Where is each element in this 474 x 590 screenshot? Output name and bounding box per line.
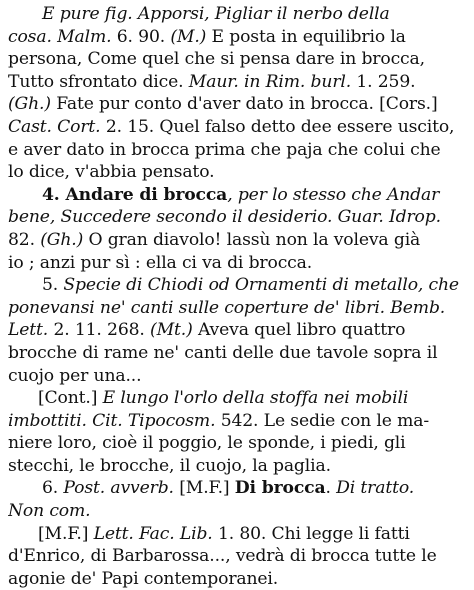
text-run: lo dice, v'abbia pensato. — [8, 162, 215, 183]
text-run: stecchi, le brocche, il cuojo, la paglia. — [8, 455, 331, 476]
text-line — [8, 568, 468, 590]
text-run: Aveva quel libro quattro — [192, 320, 406, 341]
text-run: (M.) — [170, 26, 207, 47]
text-run: E posta in equilibrio la — [206, 26, 406, 47]
text-line — [8, 116, 468, 139]
text-run: agonie de' Papi contemporanei. — [8, 568, 279, 589]
text-run: e aver dato in brocca prima che paja che colui che — [8, 139, 441, 160]
text-run: Cast. Cort. — [8, 116, 101, 137]
text-run: 1. 259. — [351, 71, 416, 92]
text-run: (Gh.) — [40, 229, 84, 250]
text-run: (Mt.) — [150, 320, 193, 341]
text-run: Post. avverb. — [63, 478, 174, 499]
text-run: d'Enrico, di Barbarossa..., vedrà di brocca tutte le — [8, 546, 437, 567]
text-line — [8, 410, 468, 433]
text-run: persona, Come quel che si pensa dare in brocca, — [8, 49, 425, 70]
text-run: cosa. Malm. — [8, 26, 117, 47]
text-run: imbottiti. Cit. Tipocosm. — [8, 410, 216, 431]
text-line — [8, 26, 468, 49]
text-line — [8, 184, 468, 207]
text-line — [8, 229, 468, 252]
text-line — [8, 71, 468, 94]
text-line — [8, 500, 468, 523]
text-run: Specie di Chiodi od Ornamenti di metallo, che — [63, 275, 459, 296]
text-run: 5. — [42, 275, 64, 296]
text-run: Non com. — [8, 501, 91, 522]
text-run: (Gh.) — [8, 94, 51, 115]
text-run: niere loro, cioè il poggio, le sponde, i piedi, gli — [8, 433, 406, 454]
text-run: Lett. Fac. Lib. — [93, 523, 213, 544]
text-run: io ; anzi pur sì : ella ci va di brocca. — [8, 252, 313, 273]
text-line — [8, 48, 468, 71]
text-run: Di tratto. — [336, 478, 415, 499]
text-run: [Cont.] — [38, 388, 103, 409]
text-line — [8, 365, 468, 388]
text-run: E lungo l'orlo della stoffa nei mobili — [102, 388, 409, 409]
text-line — [8, 93, 468, 116]
text-run: 1. 80. Chi legge li fatti — [212, 523, 410, 544]
text-line — [8, 455, 468, 478]
text-run: 2. 15. Quel falso detto dee essere uscito, — [100, 116, 455, 137]
text-line — [8, 342, 468, 365]
text-run: [M.F.] — [38, 523, 94, 544]
text-run: brocche di rame ne' canti delle due tavole sopra il — [8, 342, 438, 363]
text-run: . — [325, 478, 337, 499]
text-run: Tutto sfrontato dice. — [8, 71, 189, 92]
text-line — [8, 206, 468, 229]
text-run: O gran diavolo! lassù non la voleva già — [83, 229, 421, 250]
text-run: Di brocca — [234, 478, 326, 499]
text-run: E pure fig. Apporsi, Pigliar il nerbo della — [42, 4, 390, 24]
text-run: cuojo per una... — [8, 365, 142, 386]
text-line — [8, 274, 468, 297]
text-run: bene, Succedere secondo il desiderio. Guar. Idrop. — [8, 207, 441, 228]
text-run: , per lo stesso che Andar — [227, 184, 440, 205]
text-run: Lett. — [8, 320, 49, 341]
text-line — [8, 523, 468, 546]
text-run: 2. 11. 268. — [48, 320, 151, 341]
text-line — [8, 432, 468, 455]
text-line — [8, 545, 468, 568]
text-run: 4. Andare di brocca — [42, 184, 228, 205]
text-line — [8, 387, 468, 410]
text-run: 542. Le sedie con le ma- — [215, 410, 430, 431]
text-line — [8, 319, 468, 342]
text-run: Fate pur conto d'aver dato in brocca. [Cors.] — [50, 94, 438, 115]
text-run: ponevansi ne' canti sulle coperture de' libri. Bemb. — [8, 297, 446, 318]
text-line — [8, 3, 468, 26]
text-line — [8, 477, 468, 500]
text-run: Maur. in Rim. burl. — [188, 71, 352, 92]
text-run: 6. — [42, 478, 64, 499]
text-run: 6. 90. — [116, 26, 171, 47]
text-line — [8, 139, 468, 162]
text-run: 82. — [8, 229, 41, 250]
text-run: [M.F.] — [173, 478, 235, 499]
text-line — [8, 161, 468, 184]
text-line — [8, 297, 468, 320]
text-line — [8, 252, 468, 275]
